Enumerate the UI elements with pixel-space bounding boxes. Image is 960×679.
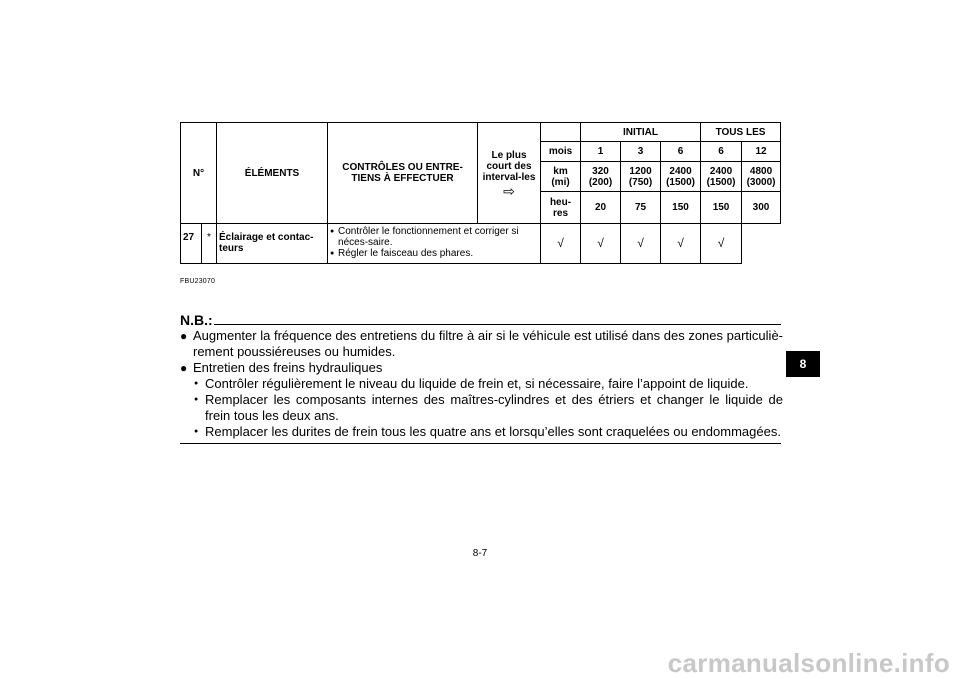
check-mark: √: [621, 224, 661, 264]
bullet-icon: ●: [194, 380, 199, 387]
hours-value: 150: [661, 192, 701, 224]
row-number: 27: [181, 224, 202, 264]
row-checks: [328, 224, 541, 264]
bullet-icon: ●: [180, 329, 188, 343]
note-subitem: [180, 424, 783, 440]
note-item-text: Augmenter la fréquence des entretiens du filtre à air si le véhicule est utilisé dans des zones particuliè-rement poussiéreuses ou humides.: [193, 328, 783, 359]
note-divider-bottom: [180, 443, 781, 444]
bullet-icon: ●: [194, 396, 199, 403]
months-value: 6: [701, 142, 742, 162]
arrow-right-icon: ⇨: [503, 182, 515, 199]
note-item: [180, 360, 783, 376]
months-value: 6: [661, 142, 701, 162]
header-initial: INITIAL: [581, 123, 701, 142]
bullet-icon: ●: [180, 361, 188, 375]
note-subitem-text: Remplacer les durites de frein tous les quatre ans et lorsqu’elles sont craquelées ou endommagées.: [205, 424, 781, 439]
note-title: N.B.:: [180, 312, 213, 328]
header-blank: [541, 123, 581, 142]
check-mark: √: [581, 224, 621, 264]
header-shortest-interval: [478, 123, 541, 224]
months-value: 1: [581, 142, 621, 162]
check-item: ● Régler le faisceau des phares.: [330, 248, 538, 259]
maintenance-table: [180, 122, 781, 264]
km-value: 1200 (750): [621, 162, 661, 192]
hours-value: 75: [621, 192, 661, 224]
months-label: mois: [541, 142, 581, 162]
check-mark: √: [701, 224, 742, 264]
km-value: 320 (200): [581, 162, 621, 192]
header-elements: ÉLÉMENTS: [217, 123, 328, 224]
note-list: [180, 328, 783, 440]
reference-code: FBU23070: [180, 278, 216, 285]
page-number: 8-7: [472, 548, 488, 559]
note-subitem-text: Remplacer les composants internes des maîtres-cylindres et des étriers et changer le liquide de frein tous les deux ans.: [205, 392, 783, 423]
header-checks: CONTRÔLES OU ENTRE-TIENS À EFFECTUER: [328, 123, 478, 224]
chapter-tab: 8: [786, 351, 820, 377]
check-mark: √: [541, 224, 581, 264]
check-item: ● Contrôler le fonctionnement et corriger si néces-saire.: [330, 226, 538, 248]
header-every: TOUS LES: [701, 123, 781, 142]
header-shortest-label: Le plus court des interval-les: [482, 149, 536, 183]
header-number: N°: [181, 123, 217, 224]
km-value: 2400 (1500): [701, 162, 742, 192]
hours-value: 20: [581, 192, 621, 224]
km-label: km (mi): [541, 162, 581, 192]
note-subitem-text: Contrôler régulièrement le niveau du liquide de frein et, si nécessaire, faire l’appoint de liquide.: [205, 376, 749, 391]
check-mark: √: [661, 224, 701, 264]
note-subitem: [180, 392, 783, 424]
note-item-text: Entretien des freins hydrauliques: [193, 360, 383, 375]
km-value: 2400 (1500): [661, 162, 701, 192]
row-star: *: [202, 224, 217, 264]
hours-label: heu-res: [541, 192, 581, 224]
note-item: [180, 328, 783, 360]
hours-value: 150: [701, 192, 742, 224]
months-value: 12: [742, 142, 781, 162]
hours-value: 300: [742, 192, 781, 224]
row-element: Éclairage et contac-teurs: [217, 224, 328, 264]
watermark: carmanualsonline.info: [667, 648, 950, 678]
note-subitem: [180, 376, 783, 392]
km-value: 4800 (3000): [742, 162, 781, 192]
months-value: 3: [621, 142, 661, 162]
bullet-icon: ●: [194, 428, 199, 435]
note-divider-top: [214, 324, 781, 325]
